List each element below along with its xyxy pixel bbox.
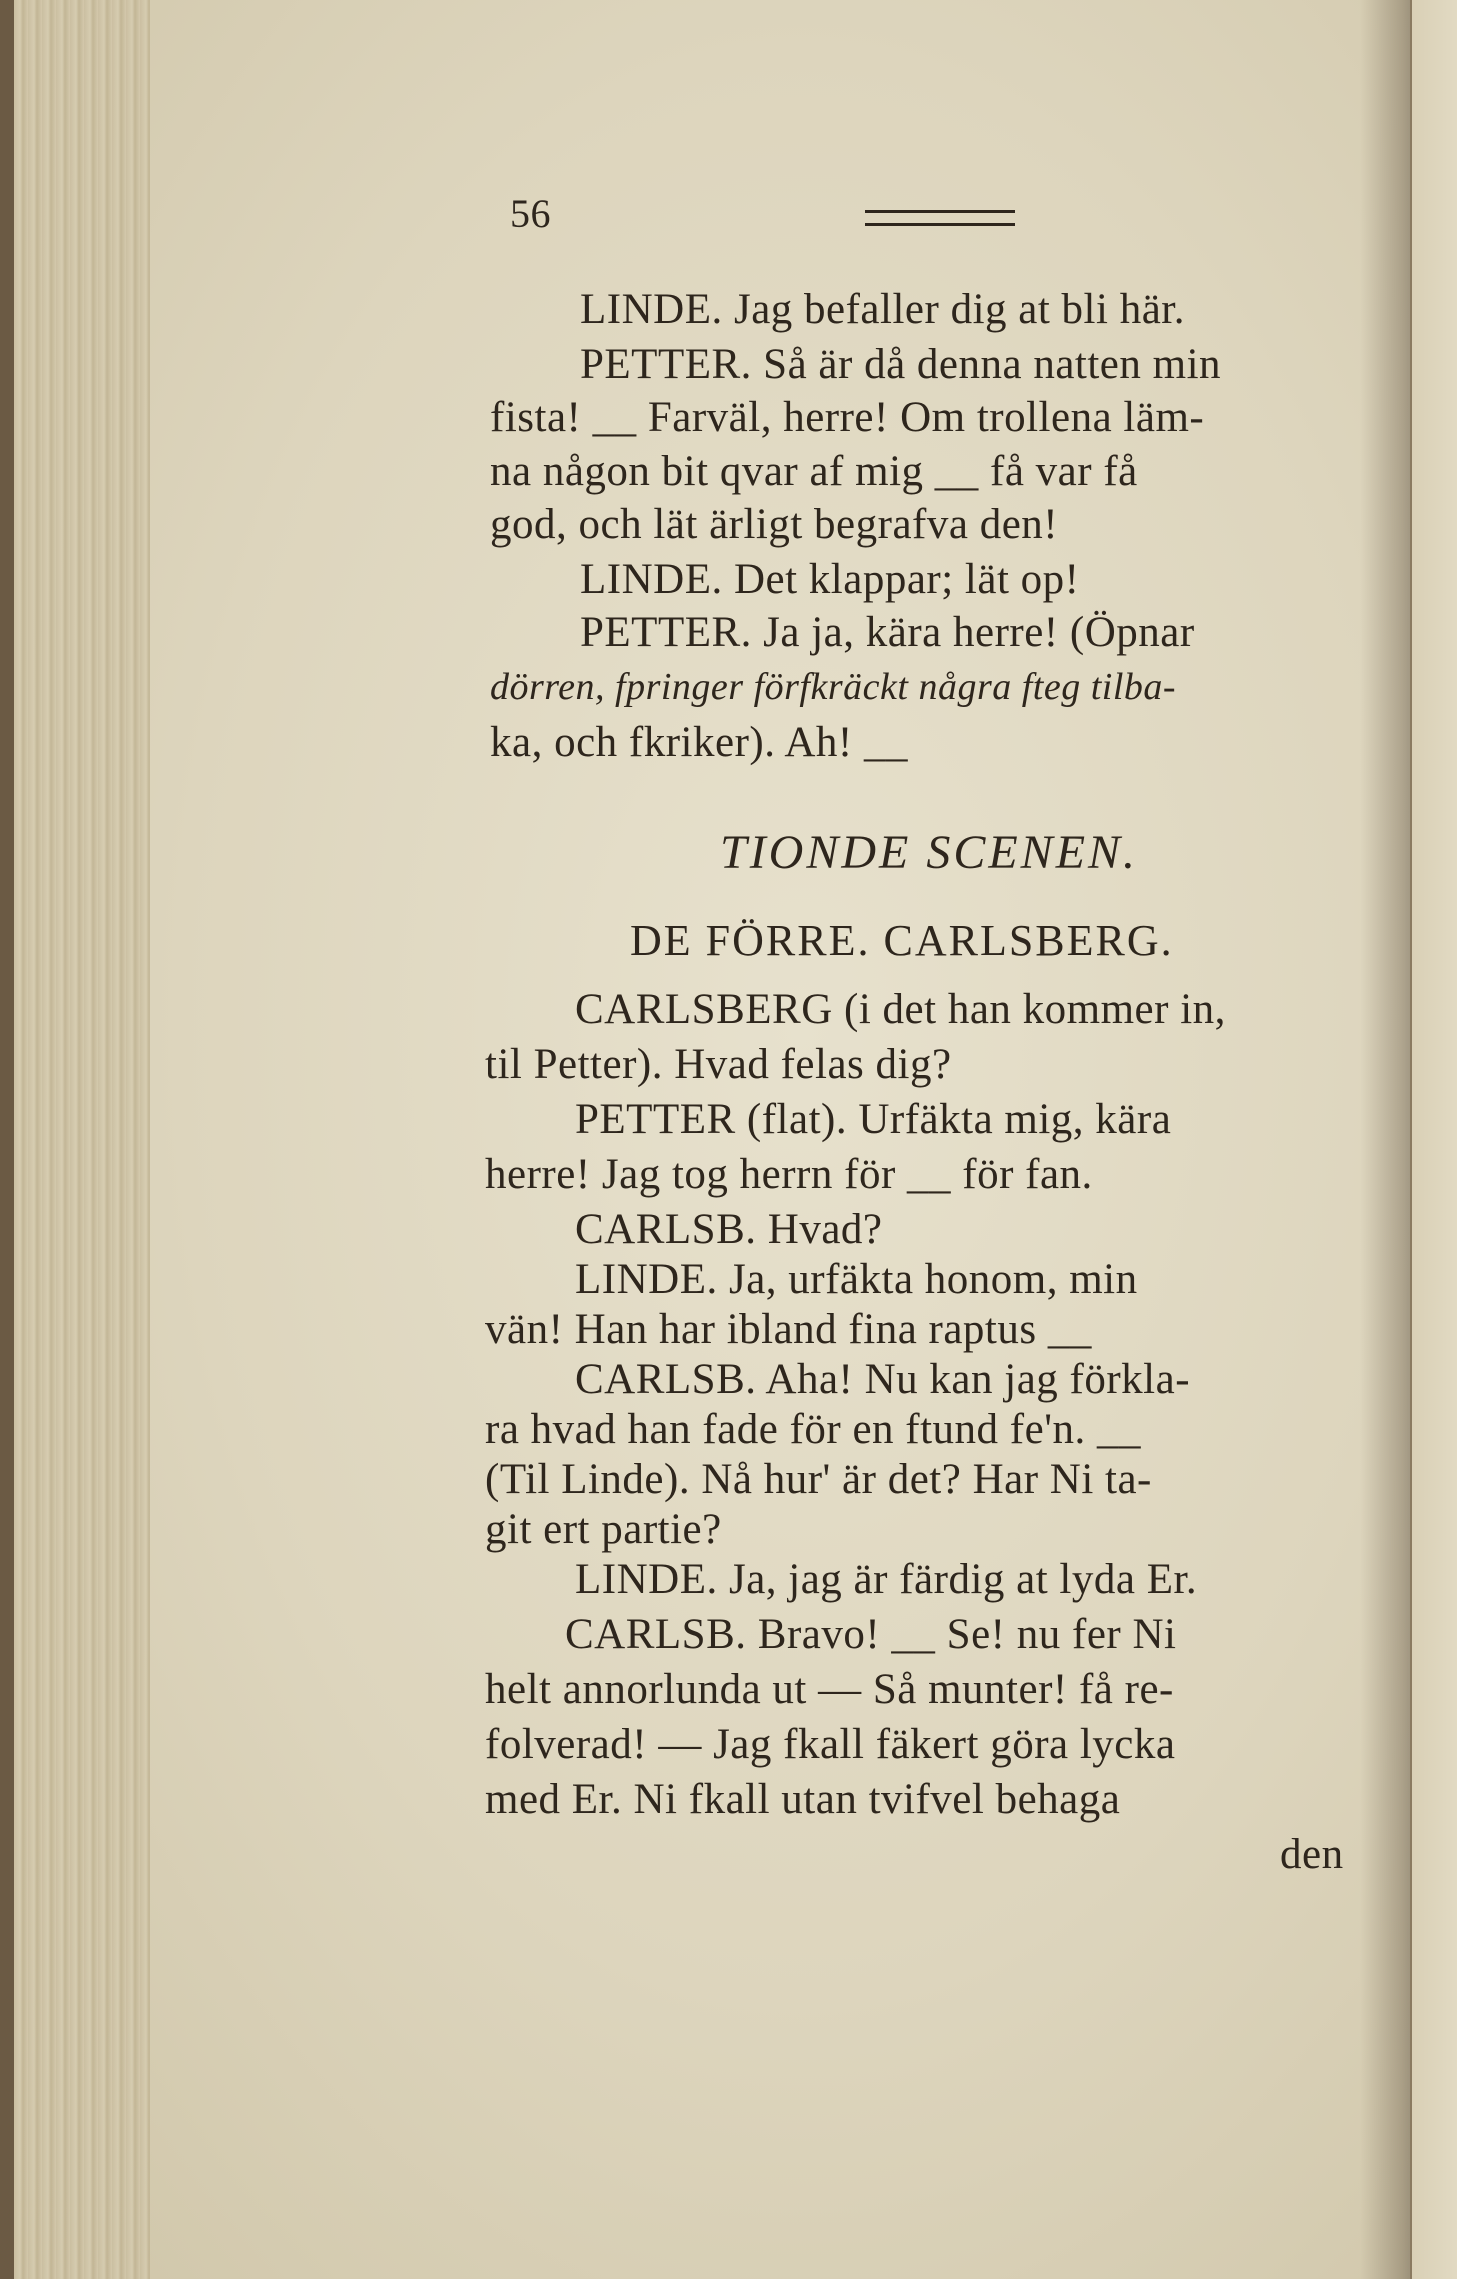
page-stack-edge	[0, 0, 150, 2279]
text-line: CARLSB. Hvad?	[575, 1206, 883, 1253]
text-line: LINDE. Jag befaller dig at bli här.	[580, 286, 1185, 333]
cast-list: DE FÖRRE. CARLSBERG.	[630, 916, 1174, 965]
text-line: med Er. Ni fkall utan tvifvel behaga	[485, 1776, 1121, 1823]
text-line: herre! Jag tog herrn för __ för fan.	[485, 1151, 1093, 1198]
scene-title: TIONDE SCENEN.	[720, 826, 1139, 879]
text-line: folverad! — Jag fkall fäkert göra lycka	[485, 1721, 1176, 1768]
header-rule	[865, 210, 1015, 226]
text-line: PETTER (flat). Urfäkta mig, kära	[575, 1096, 1172, 1143]
text-line: fista! __ Farväl, herre! Om trollena läm-	[490, 394, 1205, 441]
facing-page-edge	[1410, 0, 1457, 2279]
text-line: LINDE. Ja, urfäkta honom, min	[575, 1256, 1138, 1303]
page-number: 56	[510, 191, 551, 236]
text-line: CARLSB. Aha! Nu kan jag förkla-	[575, 1356, 1191, 1403]
text-line: LINDE. Det klappar; lät op!	[580, 556, 1080, 603]
text-line: helt annorlunda ut — Så munter! få re-	[485, 1666, 1174, 1713]
text-line: (Til Linde). Nå hur' är det? Har Ni ta-	[485, 1456, 1152, 1503]
text-line: god, och lät ärligt begrafva den!	[490, 501, 1059, 548]
text-line: PETTER. Ja ja, kära herre! (Öpnar	[580, 609, 1195, 656]
text-line: LINDE. Ja, jag är färdig at lyda Er.	[575, 1556, 1198, 1603]
text-line: vän! Han har ibland fina raptus __	[485, 1306, 1092, 1353]
text-line: til Petter). Hvad felas dig?	[485, 1041, 952, 1088]
text-line: git ert partie?	[485, 1506, 722, 1553]
text-line: CARLSB. Bravo! __ Se! nu fer Ni	[565, 1611, 1177, 1658]
text-line: ka, och fkriker). Ah! __	[490, 719, 908, 766]
catchword: den	[1280, 1831, 1344, 1878]
page-stack-shadow	[0, 0, 14, 2279]
text-line: CARLSBERG (i det han kommer in,	[575, 986, 1226, 1033]
text-line: PETTER. Så är då denna natten min	[580, 341, 1222, 388]
text-line: na någon bit qvar af mig __ få var få	[490, 448, 1138, 495]
text-line: dörren, fpringer förfkräckt några fteg tilba-	[490, 666, 1177, 708]
text-line: ra hvad han fade för en ftund fe'n. __	[485, 1406, 1141, 1453]
